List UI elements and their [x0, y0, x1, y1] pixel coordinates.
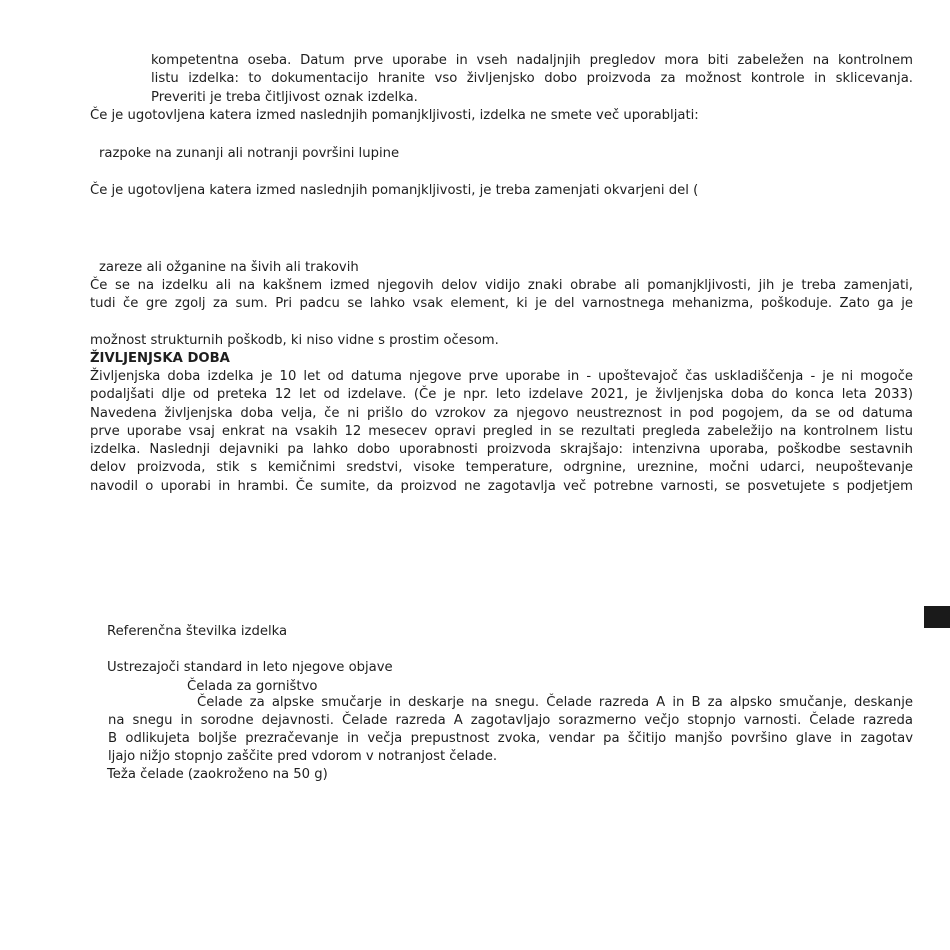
lifetime-heading: ŽIVLJENJSKA DOBA [90, 351, 230, 366]
lifetime-text-line: izdelka. Naslednji dejavniki pa lahko dobo uporabnosti proizvoda skrajšajo: intenzivna uporaba, poškodbe sestavnih [90, 442, 913, 457]
legend-class-line: Čelade za alpske smučarje in deskarje na snegu. Čelade razreda A in B za alpsko smučanje, deskanje [197, 695, 913, 710]
inspection-text-line: listu izdelka: to dokumentacijo hranite vso življenjsko dobo proizvoda za možnost kontrole in sklicevanja. [151, 71, 913, 86]
damage-text-line: tudi če gre zgolj za sum. Pri padcu se lahko vsak element, ki je del varnostnega mehanizma, poškoduje. Zato ga je [90, 296, 913, 311]
legend-reference: Referenčna številka izdelka [107, 624, 288, 639]
lifetime-text-line: podaljšati dlje od preteka 12 let od izdelave. (Če je npr. leto izdelave 2021, je življenjska doba do konca leta 2033) [90, 387, 913, 402]
lifetime-text-line: prve uporabe vsaj enkrat na vsakih 12 mesecev opravi pregled in se rezultati pregleda zabeležijo na kontrolnem listu [90, 424, 913, 439]
defect-item: razpoke na zunanji ali notranji površini lupine [99, 146, 400, 161]
legend-helmet-type: Čelada za gorništvo [187, 679, 318, 694]
legend-class-line: ljajo nižjo stopnjo zaščite pred vdorom v notranjost čelade. [108, 749, 498, 764]
legend-standard: Ustrezajoči standard in leto njegove objave [107, 660, 393, 675]
inspection-text-line: Preveriti je treba čitljivost oznak izdelka. [151, 90, 418, 105]
page-tab-marker [924, 606, 950, 628]
defects-intro: Če je ugotovljena katera izmed naslednjih pomanjkljivosti, izdelka ne smete več uporabljati: [90, 108, 699, 123]
legend-weight: Teža čelade (zaokroženo na 50 g) [107, 767, 328, 782]
damage-text-line: možnost strukturnih poškodb, ki niso vidne s prostim očesom. [90, 333, 499, 348]
lifetime-text-line: Življenjska doba izdelka je 10 let od datuma njegove prve uporabe in - upoštevajoč čas uskladiščenja - je ni mogoče [90, 369, 913, 384]
legend-class-line: na snegu in sorodne dejavnosti. Čelade razreda A zagotavljajo sorazmerno večjo stopnjo varnosti. Čelade razreda [108, 713, 913, 728]
replace-intro: Če je ugotovljena katera izmed naslednjih pomanjkljivosti, je treba zamenjati okvarjeni del ( [90, 183, 699, 198]
inspection-text-line: kompetentna oseba. Datum prve uporabe in vseh nadaljnjih pregledov mora biti zabeležen na kontrolnem [151, 53, 913, 68]
replace-item: zareze ali ožganine na šivih ali trakovih [99, 260, 359, 275]
legend-class-line: B odlikujeta boljše prezračevanje in večja prepustnost zvoka, vendar pa ščitijo manjšo površino glave in zagotav [108, 731, 913, 746]
lifetime-text-line: delov proizvoda, stik s kemičnimi sredstvi, visoke temperature, odrgnine, ureznine, močni udarci, neupoštevanje [90, 460, 913, 475]
lifetime-text-line: navodil o uporabi in hrambi. Če sumite, da proizvod ne zagotavlja več potrebne varnosti, se posvetujete s podjetjem [90, 479, 913, 494]
damage-text-line: Če se na izdelku ali na kakšnem izmed njegovih delov vidijo znaki obrabe ali pomanjkljivosti, jih je treba zamenjati, [90, 278, 913, 293]
lifetime-text-line: Navedena življenjska doba velja, če ni prišlo do vzrokov za njegovo neustreznost in pod pogojem, da se od datuma [90, 406, 913, 421]
